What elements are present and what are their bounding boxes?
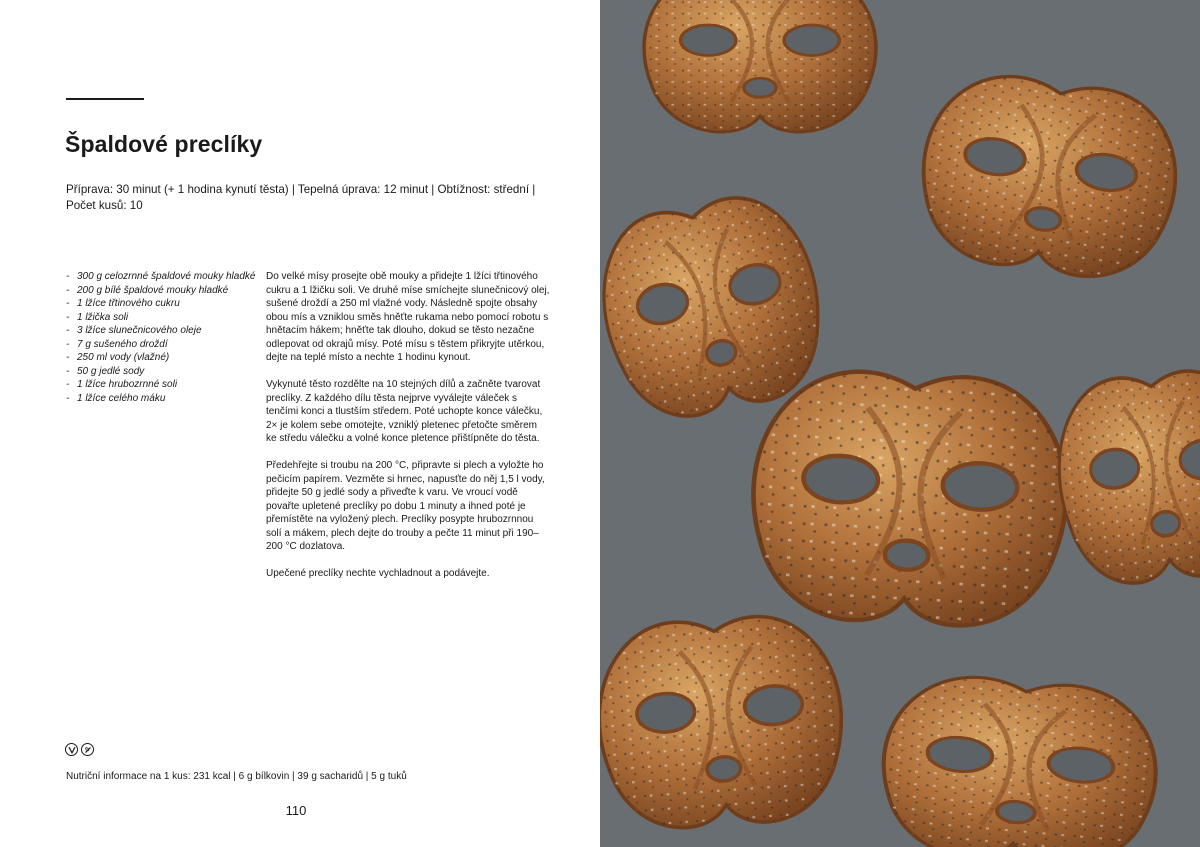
recipe-meta: Příprava: 30 minut (+ 1 hodina kynutí těsta) | Tepelná úprava: 12 minut | Obtížnost: střední | Počet kusů: 10 — [66, 183, 536, 212]
ingredient-item: - 1 lžíce třtinového cukru — [66, 297, 256, 311]
no-gluten-free-icon — [81, 743, 94, 756]
method-paragraph: Vykynuté těsto rozdělte na 10 stejných dílů a začněte tvarovat preclíky. Z každého dílu těsta nejprve vyválejte váleček s tenčími konci a tlustším středem. Poté uchopte konce válečku, 2× je kolem sebe omotejte, vzniklý pletenec přetočte směrem ke středu válečku a volné konce pletence přištípněte do těsta. — [266, 379, 543, 444]
ingredient-item: - 300 g celozrnné špaldové mouky hladké — [66, 270, 256, 284]
ingredient-item: - 50 g jedlé sody — [66, 365, 256, 379]
ingredient-item: - 1 lžička soli — [66, 311, 256, 325]
method-paragraph: Předehřejte si troubu na 200 °C, připravte si plech a vyložte ho pečicím papírem. Vezměte si hrnec, napusťte do něj 1,5 l vody, přidejte 50 g jedlé sody a přiveďte k varu. Ve vroucí vodě povařte upletené preclíky po dobu 1 minuty a ihned poté je přemístěte na vyložený plech. Preclíky posypte hrubozrnnou solí a mákem, plech dejte do trouby a pečte 11 minut při 190–200 °C dozlatova. — [266, 460, 545, 552]
vegan-icon — [65, 743, 78, 756]
pretzels-illustration — [600, 0, 1200, 847]
method-paragraph: Do velké mísy prosejte obě mouky a přidejte 1 lžíci třtinového cukru a 1 lžičku soli. Ve druhé míse smíchejte slunečnicový olej, sušené droždí a 250 ml vlažné vody. Následně spojte obsahy obou mís a vzniklou směs hněťte rukama nebo pomocí robotu s hnětacím hákem; hněťte tak dlouho, dokud se těsto nezačne odlepovat od okrajů mísy. Poté mísu s těstem přikryjte utěrkou, dejte na teplé místo a nechte 1 hodinu kynout. — [266, 271, 550, 363]
ingredient-item: - 3 lžíce slunečnicového oleje — [66, 324, 256, 338]
ingredient-item: - 1 lžíce celého máku — [66, 392, 256, 406]
ingredient-item: - 200 g bílé špaldové mouky hladké — [66, 284, 256, 298]
ingredient-item: - 7 g sušeného droždí — [66, 338, 256, 352]
nutrition-info: Nutriční informace na 1 kus: 231 kcal | 6 g bílkovin | 39 g sacharidů | 5 g tuků — [66, 771, 407, 782]
method-paragraph: Upečené preclíky nechte vychladnout a podávejte. — [266, 568, 490, 579]
recipe-title: Špaldové preclíky — [65, 131, 263, 157]
ingredient-list — [66, 270, 256, 405]
page-number: 110 — [285, 803, 307, 818]
diet-icons — [65, 743, 94, 756]
method-text — [266, 270, 550, 594]
title-rule — [66, 98, 144, 100]
ingredient-item: - 250 ml vody (vlažné) — [66, 351, 256, 365]
ingredient-item: - 1 lžíce hrubozrnné soli — [66, 378, 256, 392]
pretzels-photo — [600, 0, 1200, 847]
